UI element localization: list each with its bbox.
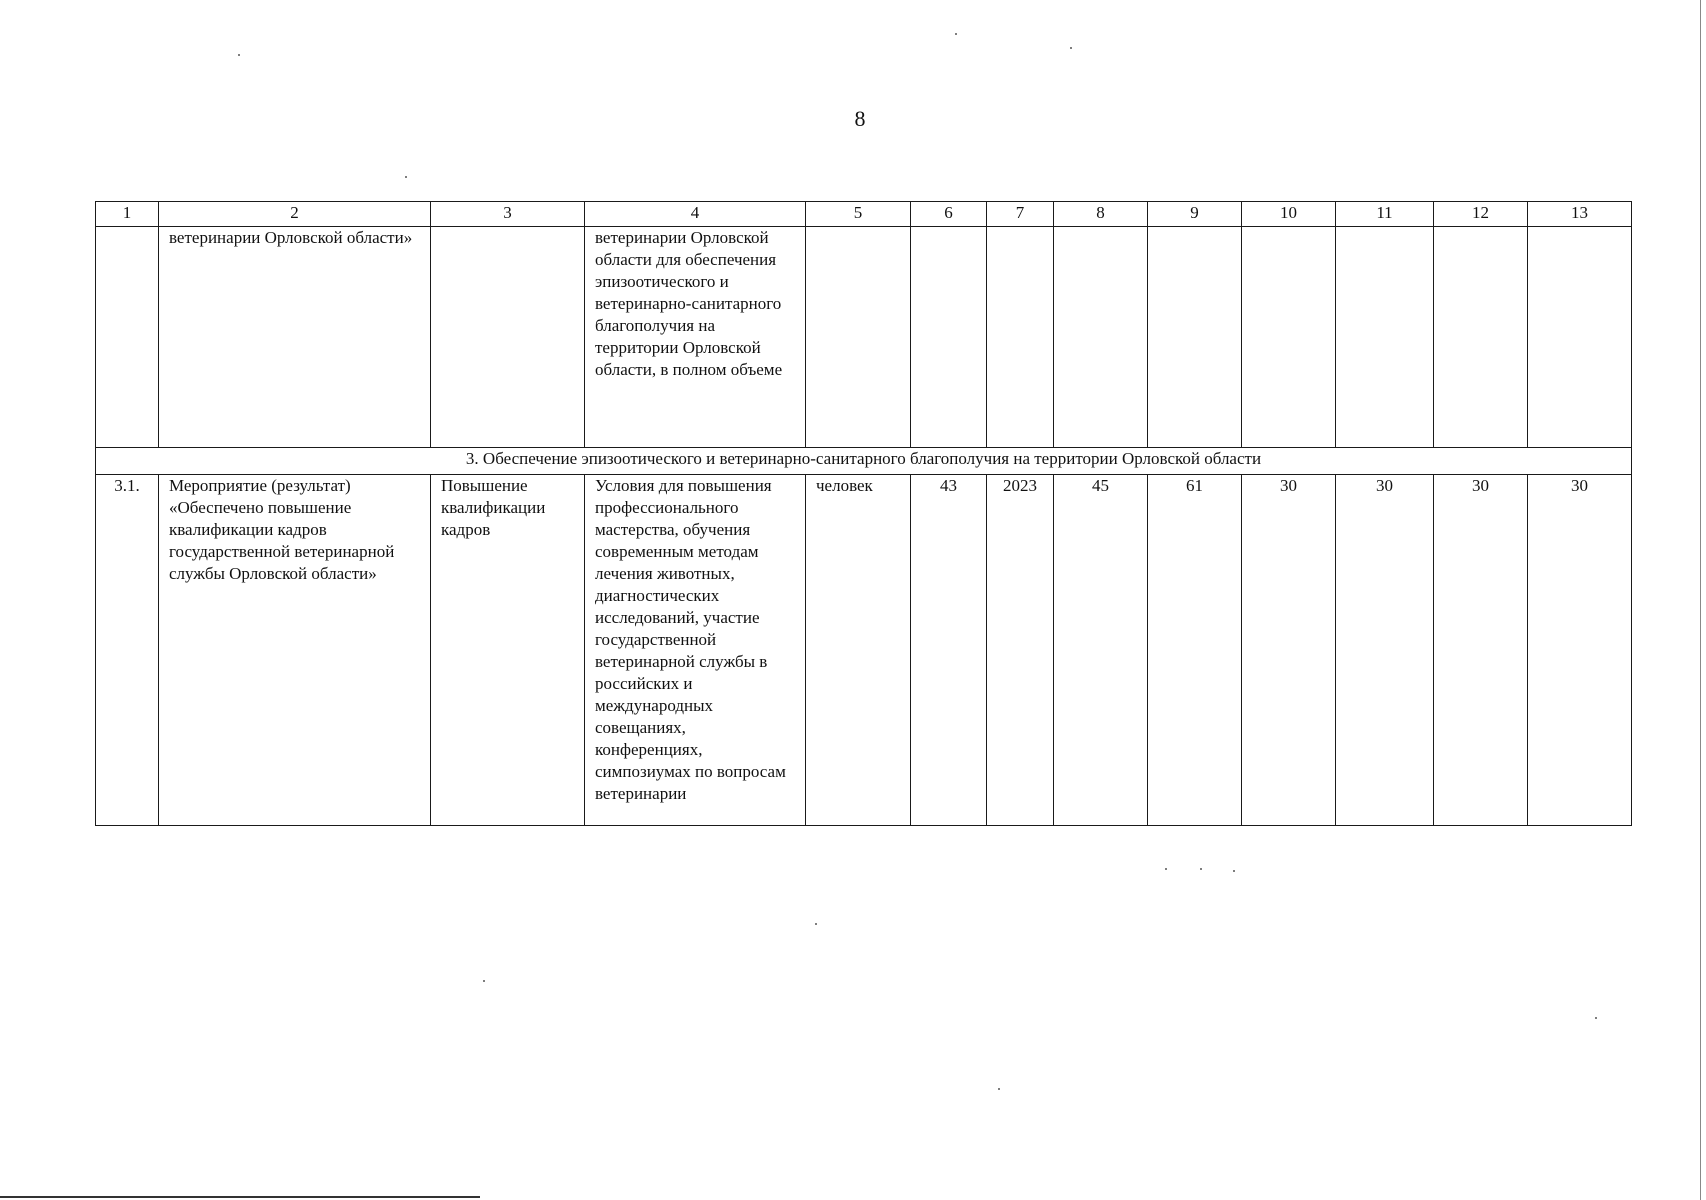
column-number: 11 xyxy=(1336,202,1434,227)
scan-speck xyxy=(1233,870,1235,872)
scan-speck xyxy=(998,1088,1000,1090)
result-type-cell: Повышение квалификации кадров xyxy=(431,475,585,826)
table-cell xyxy=(987,227,1054,448)
column-number: 4 xyxy=(585,202,806,227)
base-value-cell: 43 xyxy=(911,475,987,826)
column-number: 10 xyxy=(1242,202,1336,227)
value-cell: 45 xyxy=(1054,475,1148,826)
table-cell xyxy=(1528,227,1632,448)
page-number: 8 xyxy=(854,106,866,131)
table-cell xyxy=(431,227,585,448)
column-number: 13 xyxy=(1528,202,1632,227)
scan-speck xyxy=(405,176,407,178)
description-cell: Условия для повышения профессионального мастерства, обучения современным методам лечения животных, диагностических исследований, участие государственной ветеринарной службы в российских и международных совещаниях, конференциях, симпозиумах по вопросам ветеринарии xyxy=(585,475,806,826)
column-number-row xyxy=(96,202,1632,227)
column-number: 8 xyxy=(1054,202,1148,227)
unit-cell: человек xyxy=(806,475,911,826)
value-cell: 30 xyxy=(1434,475,1528,826)
column-number: 9 xyxy=(1148,202,1242,227)
scan-speck xyxy=(955,33,957,35)
value-cell: 30 xyxy=(1336,475,1434,826)
table-cell xyxy=(1242,227,1336,448)
row-number: 3.1. xyxy=(96,475,159,826)
column-number: 6 xyxy=(911,202,987,227)
section-title: 3. Обеспечение эпизоотического и ветеринарно-санитарного благополучия на территории Орловской области xyxy=(96,448,1632,475)
value-cell: 61 xyxy=(1148,475,1242,826)
column-number: 1 xyxy=(96,202,159,227)
table-row-continued xyxy=(96,227,1632,448)
scan-speck xyxy=(1595,1017,1597,1019)
result-name-cell: ветеринарии Орловской области» xyxy=(159,227,431,448)
scan-speck xyxy=(1165,868,1167,870)
table-row xyxy=(96,475,1632,826)
column-number: 5 xyxy=(806,202,911,227)
table-cell xyxy=(806,227,911,448)
table-cell xyxy=(1054,227,1148,448)
base-year-cell: 2023 xyxy=(987,475,1054,826)
column-number: 12 xyxy=(1434,202,1528,227)
table-cell xyxy=(96,227,159,448)
scan-speck xyxy=(238,54,240,56)
result-name-cell: Мероприятие (результат) «Обеспечено повышение квалификации кадров государственной ветеринарной службы Орловской области» xyxy=(159,475,431,826)
column-number: 7 xyxy=(987,202,1054,227)
scan-edge-line xyxy=(1700,0,1701,1200)
scan-bottom-line xyxy=(0,1196,480,1198)
column-number: 2 xyxy=(159,202,431,227)
table-cell xyxy=(1148,227,1242,448)
table-cell xyxy=(1434,227,1528,448)
table-cell xyxy=(1336,227,1434,448)
scan-speck xyxy=(483,980,485,982)
scan-speck xyxy=(1070,47,1072,49)
value-cell: 30 xyxy=(1528,475,1632,826)
program-table xyxy=(95,201,1632,826)
table-cell xyxy=(911,227,987,448)
section-row xyxy=(96,448,1632,475)
description-cell: ветеринарии Орловской области для обеспечения эпизоотического и ветеринарно-санитарного благополучия на территории Орловской области, в полном объеме xyxy=(585,227,806,448)
scan-speck xyxy=(815,923,817,925)
scan-speck xyxy=(1200,868,1202,870)
value-cell: 30 xyxy=(1242,475,1336,826)
column-number: 3 xyxy=(431,202,585,227)
